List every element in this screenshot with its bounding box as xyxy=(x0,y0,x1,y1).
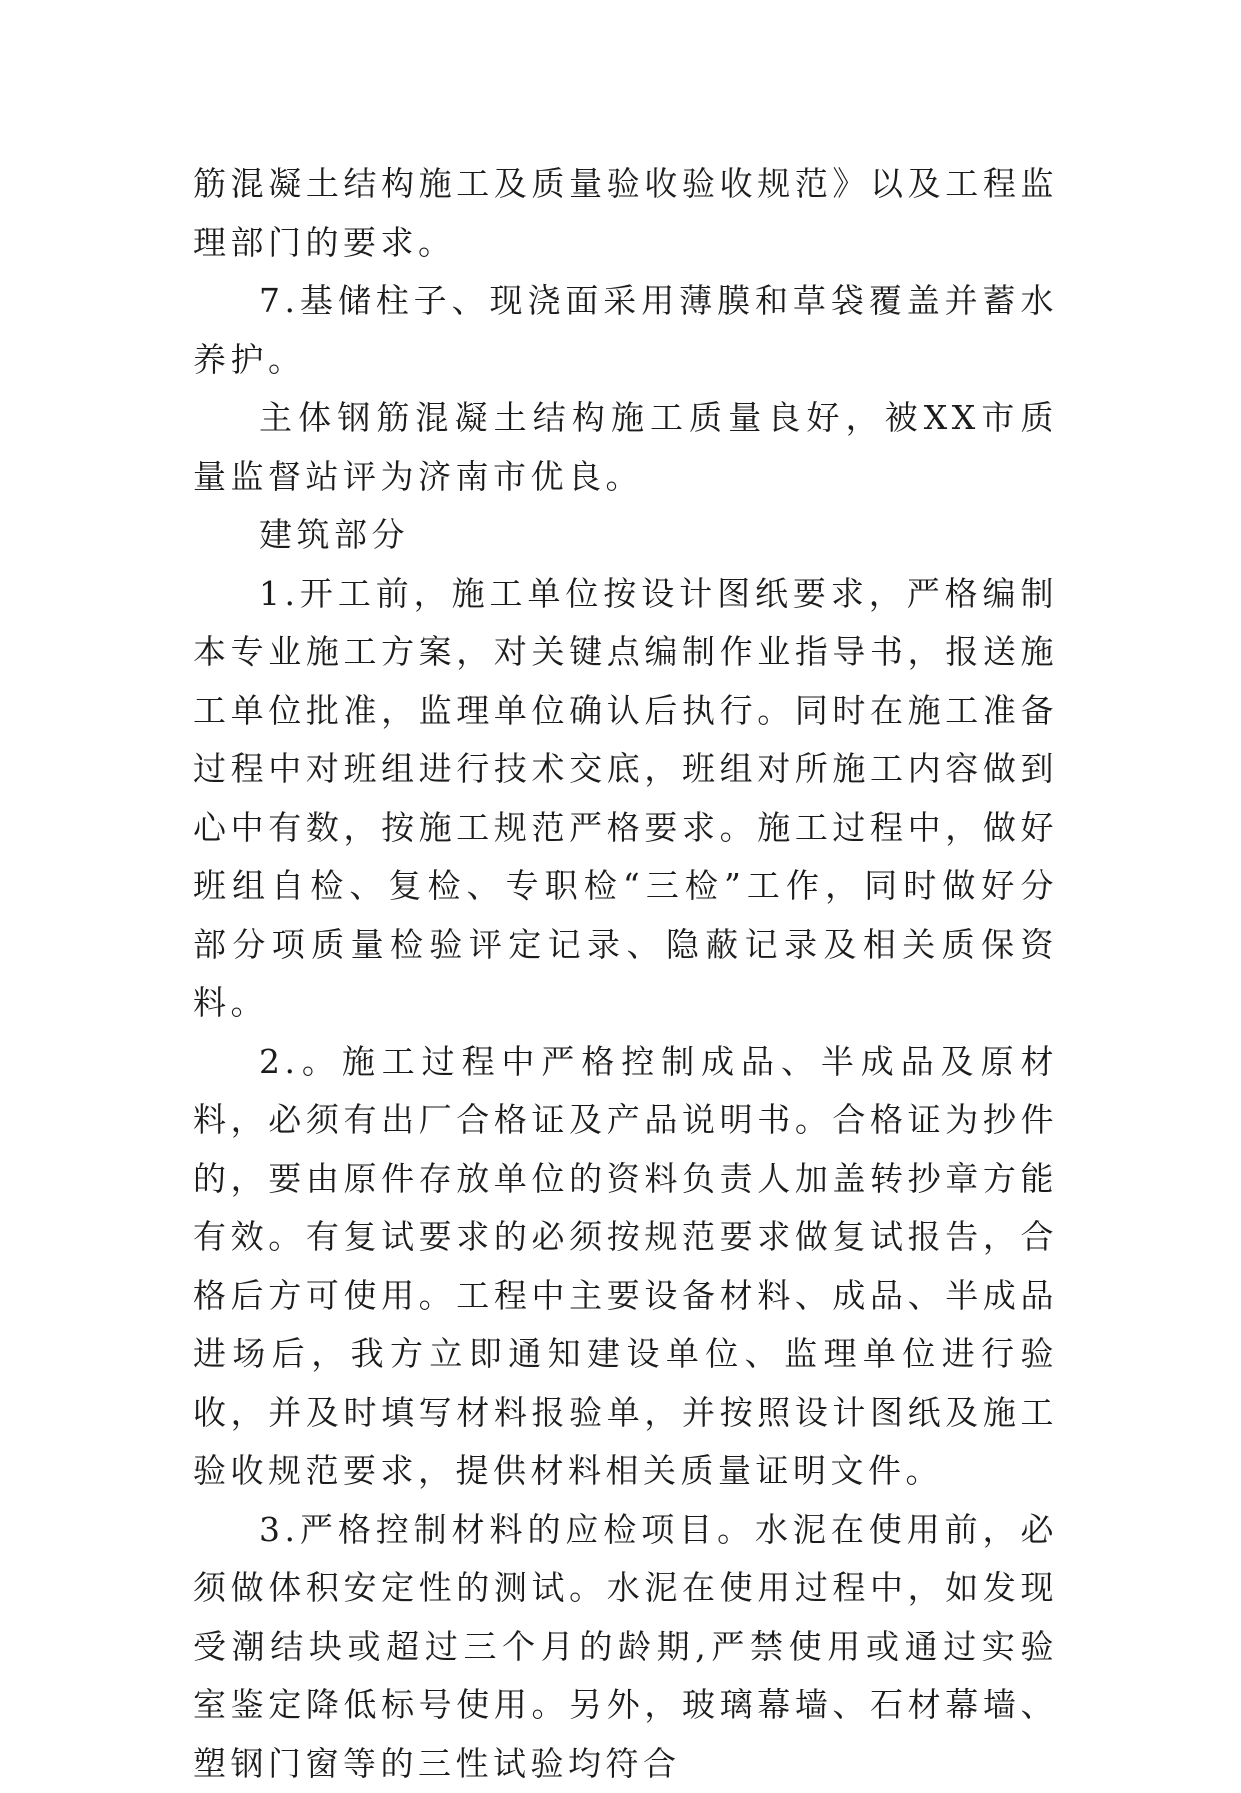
paragraph-main-structure-quality: 主体钢筋混凝土结构施工质量良好，被XX市质量监督站评为济南市优良。 xyxy=(193,389,1058,506)
section-heading-architecture: 建筑部分 xyxy=(193,506,1058,565)
paragraph-item-7: 7.基储柱子、现浇面采用薄膜和草袋覆盖并蓄水养护。 xyxy=(193,272,1058,389)
paragraph-continuation: 筋混凝土结构施工及质量验收验收规范》以及工程监理部门的要求。 xyxy=(193,155,1058,272)
document-body xyxy=(193,155,1058,1793)
paragraph-item-3: 3.严格控制材料的应检项目。水泥在使用前，必须做体积安定性的测试。水泥在使用过程中，如发现受潮结块或超过三个月的龄期,严禁使用或通过实验室鉴定降低标号使用。另外，玻璃幕墙、石材幕墙、塑钢门窗等的三性试验均符合 xyxy=(193,1501,1058,1793)
paragraph-item-2: 2.。施工过程中严格控制成品、半成品及原材料，必须有出厂合格证及产品说明书。合格证为抄件的，要由原件存放单位的资料负责人加盖转抄章方能有效。有复试要求的必须按规范要求做复试报告，合格后方可使用。工程中主要设备材料、成品、半成品进场后，我方立即通知建设单位、监理单位进行验收，并及时填写材料报验单，并按照设计图纸及施工验收规范要求，提供材料相关质量证明文件。 xyxy=(193,1033,1058,1501)
paragraph-item-1: 1.开工前，施工单位按设计图纸要求，严格编制本专业施工方案，对关键点编制作业指导书，报送施工单位批准，监理单位确认后执行。同时在施工准备过程中对班组进行技术交底，班组对所施工内容做到心中有数，按施工规范严格要求。施工过程中，做好班组自检、复检、专职检“三检”工作，同时做好分部分项质量检验评定记录、隐蔽记录及相关质保资料。 xyxy=(193,565,1058,1033)
